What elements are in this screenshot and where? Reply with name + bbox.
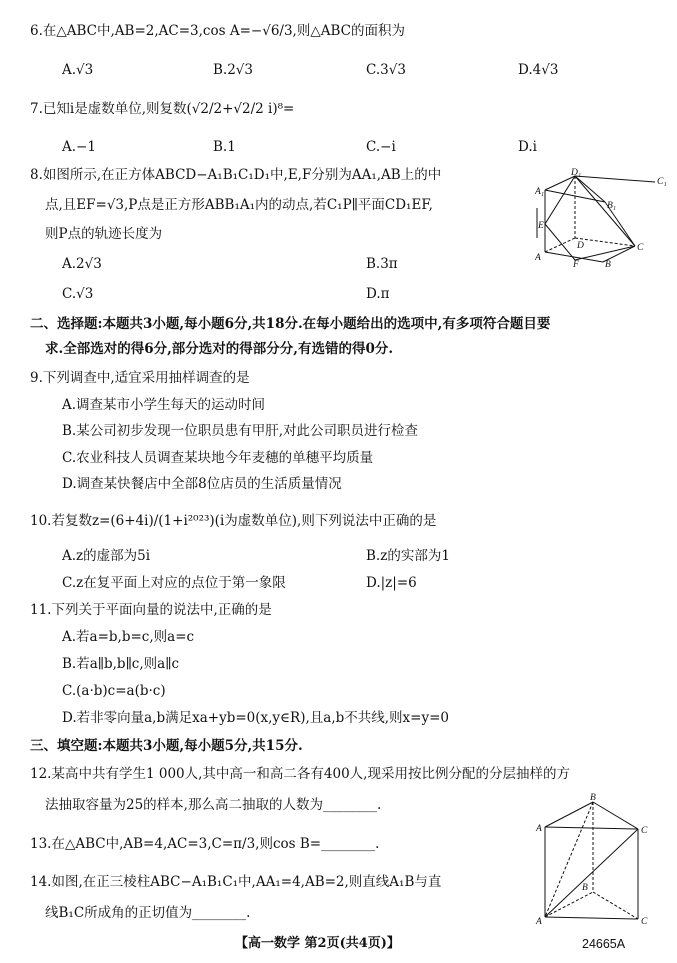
section2-line-1: 二、选择题:本题共3小题,每小题6分,共18分.在每小题给出的选项中,有多项符合题目要 (30, 316, 551, 332)
q8-label-a: A (535, 253, 541, 263)
q14-label-b1: B (590, 793, 596, 803)
q9-option-c: C.农业科技人员调查某块地今年麦穗的单穗平均质量 (62, 450, 374, 466)
q10-option-b: B.z的实部为1 (366, 548, 450, 564)
q14-prism-figure (535, 792, 660, 927)
q7-option-c: C.−i (366, 139, 396, 155)
section2-line-2: 求.全部选对的得6分,部分选对的得部分分,有选错的得0分. (45, 341, 394, 357)
q8-option-c: C.√3 (62, 286, 94, 302)
q9-option-a: A.调查某市小学生每天的运动时间 (62, 397, 266, 413)
q12-line-1: 12.某高中共有学生1 000人,其中高一和高二各有400人,现采用按比例分配的分层抽样的方 (30, 766, 570, 782)
q8-stem-line-2: 点,且EF=√3,P点是正方形ABB₁A₁内的动点,若C₁P∥平面CD₁EF, (45, 197, 433, 213)
q8-label-c: C (637, 243, 644, 253)
q8-cube-figure (535, 168, 670, 268)
q8-stem-line-3: 则P点的轨迹长度为 (45, 226, 163, 242)
q10-option-d: D.|z|=6 (366, 575, 417, 591)
q8-label-b1: B₁ (607, 201, 617, 211)
footer-page-info: 【高一数学 第2页(共4页)】 (235, 936, 400, 951)
q14-line-2: 线B₁C所成角的正切值为________. (45, 905, 251, 921)
section3-line: 三、填空题:本题共3小题,每小题5分,共15分. (30, 738, 303, 754)
q8-stem-line-1: 8.如图所示,在正方体ABCD−A₁B₁C₁D₁中,E,F分别为AA₁,AB上的中 (30, 167, 442, 183)
q8-label-a1: A₁ (535, 187, 545, 197)
q14-label-a: A (536, 917, 542, 927)
q10-option-a: A.z的虚部为5i (62, 548, 151, 564)
q11-option-a: A.若a=b,b=c,则a=c (62, 629, 195, 645)
q14-label-b: B (582, 883, 588, 893)
q9-option-d: D.调查某快餐店中全部8位店员的生活质量情况 (62, 476, 342, 492)
q8-label-d1: D₁ (571, 168, 582, 178)
q6-option-a: A.√3 (62, 62, 94, 78)
q6-option-d: D.4√3 (518, 62, 559, 78)
footer-code: 24665A (582, 937, 626, 951)
q13-line: 13.在△ABC中,AB=4,AC=3,C=π/3,则cos B=________. (30, 836, 380, 852)
q11-option-c: C.(a·b)c=a(b·c) (62, 683, 166, 699)
q11-option-d: D.若非零向量a,b满足xa+yb=0(x,y∈R),且a,b不共线,则x=y=0 (62, 710, 449, 726)
q7-stem: 7.已知i是虚数单位,则复数(√2/2+√2/2 i)⁸= (30, 101, 295, 117)
q14-label-c1: C (641, 826, 648, 836)
q7-option-d: D.i (518, 139, 537, 155)
q11-option-b: B.若a∥b,b∥c,则a∥c (62, 656, 180, 672)
q6-option-c: C.3√3 (366, 62, 406, 78)
q14-label-a1: A (536, 824, 542, 834)
q9-option-b: B.某公司初步发现一位职员患有甲肝,对此公司职员进行检查 (62, 423, 419, 439)
q8-label-e: E (538, 221, 544, 231)
q12-line-2: 法抽取容量为25的样本,那么高二抽取的人数为________. (45, 797, 382, 813)
q8-label-b: B (605, 260, 611, 268)
q8-label-d: D (577, 241, 584, 251)
q8-label-f: F (573, 260, 579, 268)
q6-stem: 6.在△ABC中,AB=2,AC=3,cos A=−√6/3,则△ABC的面积为 (30, 23, 405, 39)
q10-option-c: C.z在复平面上对应的点位于第一象限 (62, 575, 286, 591)
q8-label-c1: C₁ (657, 177, 667, 187)
q9-stem: 9.下列调查中,适宜采用抽样调查的是 (30, 370, 250, 386)
q11-stem: 11.下列关于平面向量的说法中,正确的是 (30, 602, 272, 618)
q8-option-b: B.3π (366, 256, 398, 272)
q10-stem: 10.若复数z=(6+4i)/(1+i²⁰²³)(i为虚数单位),则下列说法中正确的是 (30, 513, 437, 529)
q8-option-a: A.2√3 (62, 256, 102, 272)
q8-option-d: D.π (366, 286, 390, 302)
q14-label-c: C (641, 917, 648, 927)
q7-option-a: A.−1 (62, 139, 96, 155)
q6-option-b: B.2√3 (213, 62, 253, 78)
q7-option-b: B.1 (213, 139, 236, 155)
q14-line-1: 14.如图,在正三棱柱ABC−A₁B₁C₁中,AA₁=4,AB=2,则直线A₁B与直 (30, 874, 442, 890)
